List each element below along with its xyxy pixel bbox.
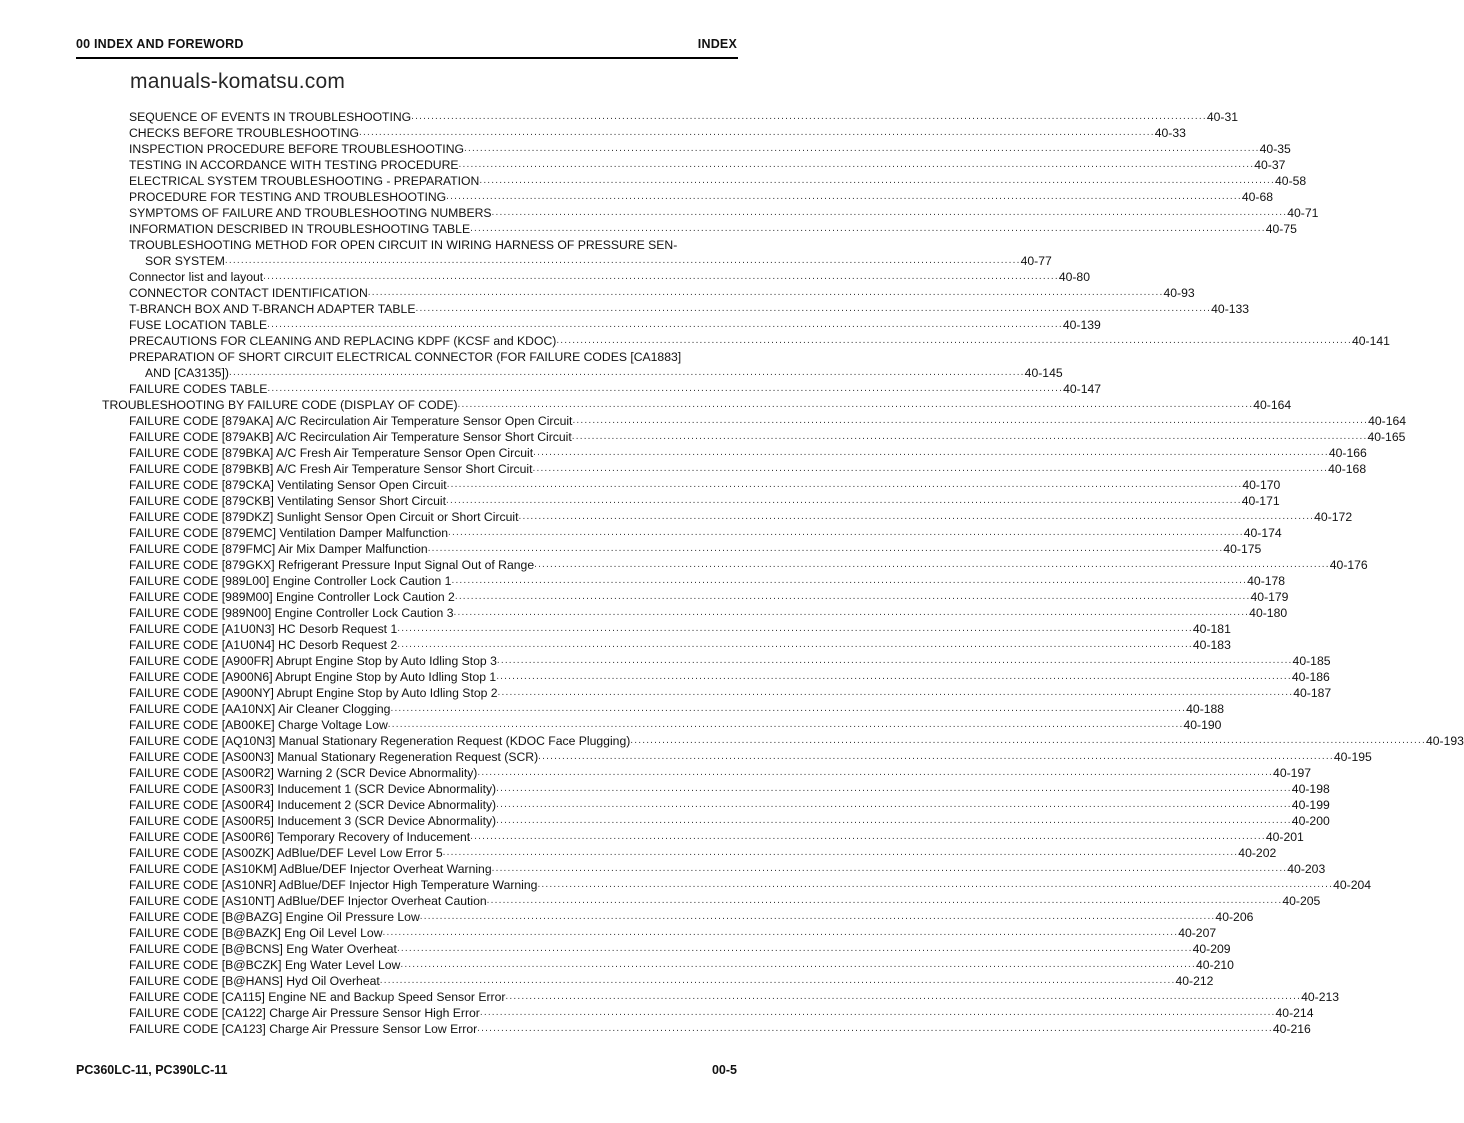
dot-leader: ........................................................................................................................................................................................................ bbox=[451, 575, 1248, 586]
entry-title: FAILURE CODE [AB00KE] Charge Voltage Low bbox=[129, 718, 388, 732]
toc-entry[interactable] bbox=[102, 397, 1292, 413]
entry-page: 40-58 bbox=[1275, 174, 1307, 188]
toc-entry[interactable] bbox=[129, 653, 1331, 669]
dot-leader: ........................................................................................................................................................................................................ bbox=[534, 559, 1330, 570]
dot-leader: ........................................................................................................................................................................................................ bbox=[446, 495, 1242, 506]
entry-page: 40-197 bbox=[1273, 766, 1311, 780]
dot-leader: ........................................................................................................................................................................................................ bbox=[359, 127, 1155, 138]
dot-leader: ........................................................................................................................................................................................................ bbox=[411, 111, 1207, 122]
entry-page: 40-168 bbox=[1328, 462, 1367, 476]
entry-title: FAILURE CODE [A900N6] Abrupt Engine Stop by Auto Idling Stop 1 bbox=[129, 670, 497, 684]
entry-page: 40-209 bbox=[1192, 942, 1231, 956]
entry-page: 40-210 bbox=[1196, 958, 1234, 972]
dot-leader: ........................................................................................................................................................................................................ bbox=[427, 543, 1224, 554]
entry-title: FAILURE CODE [879GKX] Refrigerant Pressure Input Signal Out of Range bbox=[129, 558, 535, 572]
entry-title: FAILURE CODE [CA115] Engine NE and Backup Speed Sensor Error bbox=[129, 990, 506, 1004]
toc-entry[interactable] bbox=[129, 1021, 1311, 1037]
dot-leader: ........................................................................................................................................................................................................ bbox=[419, 911, 1216, 922]
entry-page: 40-179 bbox=[1250, 590, 1289, 604]
entry-title: TROUBLESHOOTING METHOD FOR OPEN CIRCUIT IN WIRING HARNESS OF PRESSURE SEN- bbox=[129, 238, 678, 252]
watermark: manuals-komatsu.com bbox=[130, 70, 346, 93]
entry-title: ELECTRICAL SYSTEM TROUBLESHOOTING - PREPARATION bbox=[129, 174, 480, 188]
entry-title: FAILURE CODE [A1U0N3] HC Desorb Request 1 bbox=[129, 622, 398, 636]
toc-entry[interactable] bbox=[129, 813, 1330, 829]
entry-page: 40-202 bbox=[1238, 846, 1277, 860]
page-number: 00-5 bbox=[711, 1063, 737, 1077]
entry-title: FAILURE CODE [B@BAZK] Eng Oil Level Low bbox=[129, 926, 383, 940]
dot-leader: ........................................................................................................................................................................................................ bbox=[448, 527, 1244, 538]
entry-title: FAILURE CODE [A900NY] Abrupt Engine Stop by Auto Idling Stop 2 bbox=[129, 686, 498, 700]
entry-page: 40-198 bbox=[1291, 782, 1330, 796]
dot-leader: ........................................................................................................................................................................................................ bbox=[397, 639, 1193, 650]
toc-entry-continuation[interactable] bbox=[145, 365, 1063, 381]
entry-title: FAILURE CODE [879DKZ] Sunlight Sensor Open Circuit or Short Circuit bbox=[129, 510, 519, 524]
entry-title: FAILURE CODE [879BKA] A/C Fresh Air Temperature Sensor Open Circuit bbox=[129, 446, 534, 460]
toc-entry[interactable] bbox=[129, 413, 1407, 429]
entry-title: FAILURE CODE [989M00] Engine Controller Lock Caution 2 bbox=[129, 590, 455, 604]
dot-leader: ........................................................................................................................................................................................................ bbox=[400, 959, 1197, 970]
dot-leader: ........................................................................................................................................................................................................ bbox=[382, 927, 1179, 938]
dot-leader: ........................................................................................................................................................................................................ bbox=[630, 735, 1426, 746]
entry-title: T-BRANCH BOX AND T-BRANCH ADAPTER TABLE bbox=[129, 302, 416, 316]
toc-entry[interactable] bbox=[129, 221, 1297, 237]
dot-leader: ........................................................................................................................................................................................................ bbox=[446, 191, 1242, 202]
toc-entry[interactable] bbox=[129, 685, 1332, 701]
entry-title: CONNECTOR CONTACT IDENTIFICATION bbox=[129, 286, 368, 300]
entry-title: PREPARATION OF SHORT CIRCUIT ELECTRICAL CONNECTOR (FOR FAILURE CODES [CA1883] bbox=[129, 350, 682, 364]
dot-leader: ........................................................................................................................................................................................................ bbox=[453, 607, 1250, 618]
toc-entry[interactable] bbox=[129, 909, 1254, 925]
dot-leader: ........................................................................................................................................................................................................ bbox=[496, 815, 1292, 826]
toc-entry[interactable] bbox=[129, 541, 1262, 557]
dot-leader: ........................................................................................................................................................................................................ bbox=[505, 991, 1302, 1002]
dot-leader: ........................................................................................................................................................................................................ bbox=[496, 671, 1292, 682]
entry-page: 40-175 bbox=[1223, 542, 1262, 556]
toc-entry[interactable] bbox=[129, 509, 1353, 525]
entry-title: FAILURE CODE [CA122] Charge Air Pressure Sensor High Error bbox=[129, 1006, 480, 1020]
entry-title: TROUBLESHOOTING BY FAILURE CODE (DISPLAY OF CODE) bbox=[102, 398, 458, 412]
model-name: PC360LC-11, PC390LC-11 bbox=[76, 1063, 228, 1077]
toc-entry[interactable] bbox=[129, 477, 1281, 493]
entry-title: FAILURE CODE [879CKA] Ventilating Sensor Open Circuit bbox=[129, 478, 447, 492]
toc-entry[interactable] bbox=[129, 557, 1368, 573]
entry-page: 40-180 bbox=[1249, 606, 1288, 620]
entry-title: FAILURE CODE [AS10KM] AdBlue/DEF Injector Overheat Warning bbox=[129, 862, 492, 876]
toc-entry[interactable] bbox=[129, 493, 1280, 509]
entry-page: 40-216 bbox=[1272, 1022, 1311, 1036]
entry-page: 40-213 bbox=[1301, 990, 1340, 1004]
entry-title: FAILURE CODE [AS00N3] Manual Stationary Regeneration Request (SCR) bbox=[129, 750, 539, 764]
dot-leader: ........................................................................................................................................................................................................ bbox=[537, 879, 1334, 890]
dot-leader: ........................................................................................................................................................................................................ bbox=[479, 175, 1276, 186]
toc-entry[interactable] bbox=[129, 317, 1101, 333]
entry-title: FAILURE CODE [B@BCNS] Eng Water Overheat bbox=[129, 942, 397, 956]
entry-title: SEQUENCE OF EVENTS IN TROUBLESHOOTING bbox=[129, 110, 412, 124]
dot-leader: ........................................................................................................................................................................................................ bbox=[267, 319, 1063, 330]
entry-title: FAILURE CODE [AS00R6] Temporary Recovery of Inducement bbox=[129, 830, 471, 844]
entry-title: CHECKS BEFORE TROUBLESHOOTING bbox=[129, 126, 360, 140]
entry-title: FAILURE CODE [879BKB] A/C Fresh Air Temperature Sensor Short Circuit bbox=[129, 462, 533, 476]
toc-entry[interactable] bbox=[129, 797, 1330, 813]
toc-entry[interactable] bbox=[129, 157, 1286, 173]
page-header bbox=[76, 37, 737, 53]
dot-leader: ........................................................................................................................................................................................................ bbox=[497, 687, 1294, 698]
toc-entry[interactable] bbox=[129, 109, 1239, 125]
entry-title: PROCEDURE FOR TESTING AND TROUBLESHOOTING bbox=[129, 190, 447, 204]
entry-title: FAILURE CODE [B@HANS] Hyd Oil Overheat bbox=[129, 974, 380, 988]
dot-leader: ........................................................................................................................................................................................................ bbox=[518, 511, 1315, 522]
entry-page: 40-176 bbox=[1329, 558, 1368, 572]
entry-page: 40-212 bbox=[1175, 974, 1214, 988]
toc-entry[interactable] bbox=[129, 333, 1390, 349]
toc-entry[interactable] bbox=[129, 605, 1288, 621]
entry-page: 40-93 bbox=[1163, 286, 1195, 300]
entry-title: FAILURE CODE [AS10NT] AdBlue/DEF Injector Overheat Caution bbox=[129, 894, 487, 908]
dot-leader: ........................................................................................................................................................................................................ bbox=[263, 271, 1059, 282]
entry-page: 40-170 bbox=[1242, 478, 1281, 492]
entry-title-continuation: AND [CA3135]) bbox=[145, 366, 229, 380]
toc-entry[interactable] bbox=[129, 845, 1277, 861]
toc-entry[interactable] bbox=[129, 781, 1330, 797]
dot-leader: ........................................................................................................................................................................................................ bbox=[491, 207, 1288, 218]
dot-leader: ........................................................................................................................................................................................................ bbox=[470, 831, 1266, 842]
toc-entry[interactable] bbox=[129, 381, 1102, 397]
dot-leader: ........................................................................................................................................................................................................ bbox=[496, 655, 1293, 666]
dot-leader: ........................................................................................................................................................................................................ bbox=[442, 847, 1239, 858]
entry-title: FAILURE CODE [AS00R3] Inducement 1 (SCR Device Abnormality) bbox=[129, 782, 497, 796]
toc-entry[interactable] bbox=[129, 1005, 1314, 1021]
entry-page: 40-68 bbox=[1241, 190, 1273, 204]
entry-title: FAILURE CODE [B@BAZG] Engine Oil Pressure Low bbox=[129, 910, 420, 924]
toc-entry[interactable] bbox=[129, 717, 1222, 733]
dot-leader: ........................................................................................................................................................................................................ bbox=[556, 335, 1352, 346]
header-title: INDEX bbox=[697, 37, 737, 51]
entry-title: SYMPTOMS OF FAILURE AND TROUBLESHOOTING NUMBERS bbox=[129, 206, 492, 220]
toc-entry[interactable] bbox=[129, 205, 1319, 221]
header-rule bbox=[76, 57, 738, 59]
toc-entry[interactable] bbox=[129, 125, 1186, 141]
entry-page: 40-35 bbox=[1259, 142, 1291, 156]
toc-entry[interactable] bbox=[129, 173, 1307, 189]
dot-leader: ........................................................................................................................................................................................................ bbox=[415, 303, 1212, 314]
entry-page: 40-172 bbox=[1314, 510, 1353, 524]
dot-leader: ........................................................................................................................................................................................................ bbox=[396, 943, 1193, 954]
entry-title: FAILURE CODE [989N00] Engine Controller Lock Caution 3 bbox=[129, 606, 454, 620]
toc-entry-continuation[interactable] bbox=[145, 253, 1052, 269]
entry-page: 40-201 bbox=[1265, 830, 1304, 844]
toc-entry[interactable] bbox=[129, 973, 1214, 989]
dot-leader: ........................................................................................................................................................................................................ bbox=[379, 975, 1176, 986]
toc-entry[interactable] bbox=[129, 621, 1231, 637]
toc-entry[interactable] bbox=[129, 349, 737, 365]
entry-page: 40-205 bbox=[1282, 894, 1321, 908]
entry-title: FAILURE CODE [B@BCZK] Eng Water Level Low bbox=[129, 958, 401, 972]
entry-page: 40-133 bbox=[1211, 302, 1250, 316]
entry-title: INSPECTION PROCEDURE BEFORE TROUBLESHOOTING bbox=[129, 142, 464, 156]
toc-entry[interactable] bbox=[129, 445, 1367, 461]
entry-title: FAILURE CODE [CA123] Charge Air Pressure Sensor Low Error bbox=[129, 1022, 478, 1036]
entry-title: INFORMATION DESCRIBED IN TROUBLESHOOTING TABLE bbox=[129, 222, 471, 236]
toc-entry[interactable] bbox=[129, 461, 1367, 477]
toc-entry[interactable] bbox=[129, 301, 1250, 317]
entry-page: 40-195 bbox=[1333, 750, 1372, 764]
entry-title: FUSE LOCATION TABLE bbox=[129, 318, 268, 332]
toc-entry[interactable] bbox=[129, 829, 1304, 845]
entry-page: 40-193 bbox=[1425, 734, 1464, 748]
toc-entry[interactable] bbox=[129, 765, 1311, 781]
entry-title: FAILURE CODE [AS00R4] Inducement 2 (SCR Device Abnormality) bbox=[129, 798, 497, 812]
toc-entry[interactable] bbox=[129, 925, 1217, 941]
dot-leader: ........................................................................................................................................................................................................ bbox=[387, 719, 1184, 730]
entry-page: 40-141 bbox=[1352, 334, 1390, 348]
entry-page: 40-187 bbox=[1293, 686, 1332, 700]
dot-leader: ........................................................................................................................................................................................................ bbox=[532, 463, 1329, 474]
toc-entry[interactable] bbox=[129, 957, 1234, 973]
entry-page: 40-200 bbox=[1291, 814, 1330, 828]
entry-page: 40-164 bbox=[1368, 414, 1407, 428]
toc-entry[interactable] bbox=[129, 237, 737, 253]
entry-page: 40-199 bbox=[1291, 798, 1330, 812]
dot-leader: ........................................................................................................................................................................................................ bbox=[390, 703, 1187, 714]
dot-leader: ........................................................................................................................................................................................................ bbox=[470, 223, 1266, 234]
entry-title: Connector list and layout bbox=[129, 270, 264, 284]
entry-title: FAILURE CODE [879FMC] Air Mix Damper Malfunction bbox=[129, 542, 428, 556]
toc-entry[interactable] bbox=[129, 269, 1090, 285]
entry-page: 40-206 bbox=[1215, 910, 1254, 924]
entry-page: 40-33 bbox=[1154, 126, 1186, 140]
entry-page: 40-71 bbox=[1287, 206, 1319, 220]
dot-leader: ........................................................................................................................................................................................................ bbox=[496, 783, 1292, 794]
dot-leader: ........................................................................................................................................................................................................ bbox=[367, 287, 1164, 298]
entry-page: 40-181 bbox=[1192, 622, 1231, 636]
toc-entry[interactable] bbox=[129, 285, 1195, 301]
dot-leader: ........................................................................................................................................................................................................ bbox=[496, 799, 1292, 810]
entry-title: FAILURE CODE [879EMC] Ventilation Damper Malfunction bbox=[129, 526, 449, 540]
toc-entry[interactable] bbox=[129, 637, 1231, 653]
toc-entry[interactable] bbox=[129, 733, 1464, 749]
dot-leader: ........................................................................................................................................................................................................ bbox=[477, 767, 1274, 778]
dot-leader: ........................................................................................................................................................................................................ bbox=[477, 1023, 1273, 1034]
toc-entry[interactable] bbox=[129, 141, 1291, 157]
entry-page: 40-147 bbox=[1063, 382, 1102, 396]
entry-page: 40-165 bbox=[1367, 430, 1406, 444]
dot-leader: ........................................................................................................................................................................................................ bbox=[458, 159, 1255, 170]
entry-title: FAILURE CODE [AS10NR] AdBlue/DEF Injector High Temperature Warning bbox=[129, 878, 538, 892]
entry-page: 40-139 bbox=[1062, 318, 1101, 332]
dot-leader: ........................................................................................................................................................................................................ bbox=[486, 895, 1283, 906]
entry-title: TESTING IN ACCORDANCE WITH TESTING PROCEDURE bbox=[129, 158, 459, 172]
dot-leader: ........................................................................................................................................................................................................ bbox=[538, 751, 1334, 762]
entry-page: 40-80 bbox=[1058, 270, 1090, 284]
dot-leader: ........................................................................................................................................................................................................ bbox=[457, 399, 1254, 410]
dot-leader: ........................................................................................................................................................................................................ bbox=[454, 591, 1251, 602]
entry-page: 40-174 bbox=[1243, 526, 1282, 540]
entry-page: 40-145 bbox=[1024, 366, 1063, 380]
entry-title: FAILURE CODE [AQ10N3] Manual Stationary Regeneration Request (KDOC Face Plugging) bbox=[129, 734, 631, 748]
dot-leader: ........................................................................................................................................................................................................ bbox=[463, 143, 1260, 154]
dot-leader: ........................................................................................................................................................................................................ bbox=[446, 479, 1243, 490]
dot-leader: ........................................................................................................................................................................................................ bbox=[572, 415, 1369, 426]
toc-entry[interactable] bbox=[129, 189, 1273, 205]
entry-page: 40-77 bbox=[1020, 254, 1052, 268]
toc-entry[interactable] bbox=[129, 701, 1225, 717]
entry-title: FAILURE CODE [989L00] Engine Controller Lock Caution 1 bbox=[129, 574, 452, 588]
toc-entry[interactable] bbox=[129, 573, 1286, 589]
dot-leader: ........................................................................................................................................................................................................ bbox=[491, 863, 1288, 874]
entry-title: FAILURE CODE [AS00R2] Warning 2 (SCR Device Abnormality) bbox=[129, 766, 478, 780]
toc-entry[interactable] bbox=[129, 749, 1372, 765]
entry-page: 40-183 bbox=[1192, 638, 1231, 652]
entry-title: FAILURE CODE [A900FR] Abrupt Engine Stop by Auto Idling Stop 3 bbox=[129, 654, 497, 668]
entry-page: 40-164 bbox=[1253, 398, 1292, 412]
entry-page: 40-166 bbox=[1328, 446, 1367, 460]
entry-title: FAILURE CODE [AS00R5] Inducement 3 (SCR Device Abnormality) bbox=[129, 814, 497, 828]
section-title: 00 INDEX AND FOREWORD bbox=[76, 37, 244, 51]
toc-entry[interactable] bbox=[129, 525, 1282, 541]
entry-title: FAILURE CODE [879AKA] A/C Recirculation Air Temperature Sensor Open Circuit bbox=[129, 414, 573, 428]
toc-entry[interactable] bbox=[129, 669, 1330, 685]
dot-leader: ........................................................................................................................................................................................................ bbox=[267, 383, 1064, 394]
entry-title: FAILURE CODE [879CKB] Ventilating Sensor Short Circuit bbox=[129, 494, 447, 508]
table-of-contents bbox=[0, 109, 1464, 1037]
entry-page: 40-186 bbox=[1291, 670, 1330, 684]
toc-entry[interactable] bbox=[129, 861, 1326, 877]
entry-page: 40-31 bbox=[1206, 110, 1239, 124]
entry-page: 40-188 bbox=[1186, 702, 1225, 716]
dot-leader: ........................................................................................................................................................................................................ bbox=[479, 1007, 1276, 1018]
entry-page: 40-178 bbox=[1247, 574, 1286, 588]
toc-entry[interactable] bbox=[129, 429, 1406, 445]
entry-page: 40-185 bbox=[1292, 654, 1331, 668]
entry-title-continuation: SOR SYSTEM bbox=[145, 254, 225, 268]
toc-entry[interactable] bbox=[129, 893, 1321, 909]
entry-page: 40-207 bbox=[1178, 926, 1217, 940]
toc-entry[interactable] bbox=[129, 877, 1372, 893]
entry-page: 40-203 bbox=[1287, 862, 1326, 876]
entry-title: FAILURE CODE [AA10NX] Air Cleaner Clogging bbox=[129, 702, 391, 716]
entry-title: PRECAUTIONS FOR CLEANING AND REPLACING KDPF (KCSF and KDOC) bbox=[129, 334, 557, 348]
dot-leader: ........................................................................................................................................................................................................ bbox=[229, 367, 1025, 378]
entry-page: 40-190 bbox=[1183, 718, 1222, 732]
dot-leader: ........................................................................................................................................................................................................ bbox=[397, 623, 1193, 634]
entry-title: FAILURE CODE [879AKB] A/C Recirculation Air Temperature Sensor Short Circuit bbox=[129, 430, 572, 444]
toc-entry[interactable] bbox=[129, 989, 1340, 1005]
dot-leader: ........................................................................................................................................................................................................ bbox=[224, 255, 1021, 266]
toc-entry[interactable] bbox=[129, 941, 1231, 957]
entry-title: FAILURE CODE [A1U0N4] HC Desorb Request 2 bbox=[129, 638, 398, 652]
entry-page: 40-204 bbox=[1333, 878, 1372, 892]
entry-page: 40-171 bbox=[1241, 494, 1280, 508]
entry-page: 40-37 bbox=[1254, 158, 1286, 172]
entry-title: FAILURE CODES TABLE bbox=[129, 382, 268, 396]
entry-page: 40-214 bbox=[1275, 1006, 1314, 1020]
entry-title: FAILURE CODE [AS00ZK] AdBlue/DEF Level Low Error 5 bbox=[129, 846, 443, 860]
entry-page: 40-75 bbox=[1265, 222, 1297, 236]
toc-entry[interactable] bbox=[129, 589, 1289, 605]
dot-leader: ........................................................................................................................................................................................................ bbox=[571, 431, 1368, 442]
dot-leader: ........................................................................................................................................................................................................ bbox=[533, 447, 1329, 458]
